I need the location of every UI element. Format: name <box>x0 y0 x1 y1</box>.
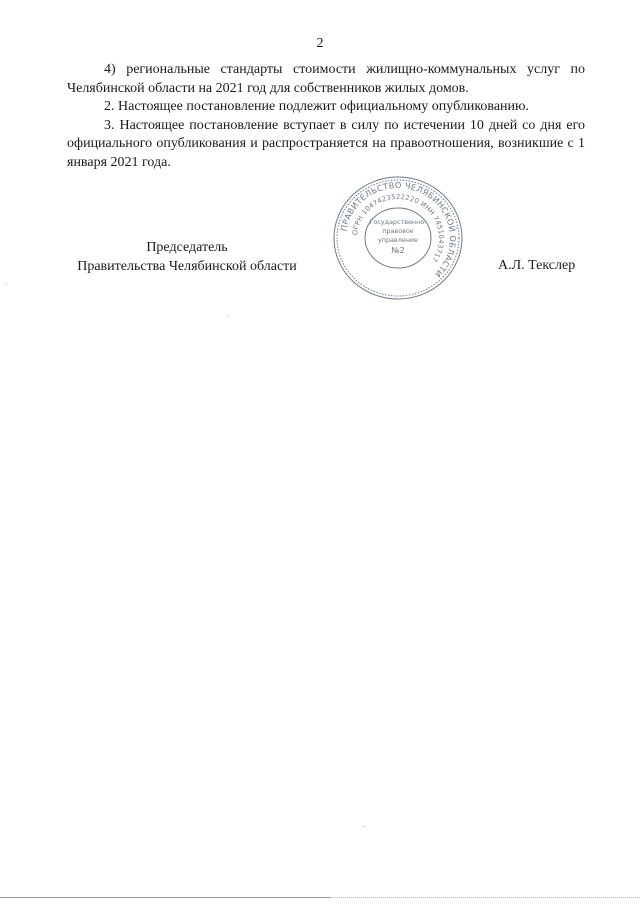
paragraph-item-4: 4) региональные стандарты стоимости жилищно-коммунальных услуг по Челябинской области на 2021 год для собственников жилых домов. <box>67 62 585 96</box>
page-number: 2 <box>316 36 324 51</box>
scan-speck <box>228 316 229 317</box>
seal-center-line3: управление <box>378 236 418 244</box>
signatory-name: А.Л. Текслер <box>498 258 576 273</box>
document-body <box>67 61 585 172</box>
seal-center-line4: №2 <box>391 246 405 255</box>
signatory-position-line2: Правительства Челябинской области <box>77 259 297 274</box>
footer-rule <box>0 897 330 898</box>
seal-center-line1: Государственно- <box>369 218 427 226</box>
seal-inner-text: ОГРН 1047423522220 ИНН 7451043717 <box>351 192 446 264</box>
seal-outer-text: ПРАВИТЕЛЬСТВО ЧЕЛЯБИНСКОЙ ОБЛАСТИ <box>338 179 459 280</box>
paragraph-3: 3. Настоящее постановление вступает в силу по истечении 10 дней со дня его официального опубликования и распространяется на правоотношения, возникшие с 1 января 2021 года. <box>67 117 585 170</box>
footer-rule-dotted <box>330 897 640 898</box>
scan-speck <box>6 284 7 285</box>
seal-center-line2: правовое <box>382 227 414 235</box>
scan-speck <box>364 826 365 827</box>
paragraph-2: 2. Настоящее постановление подлежит официальному опубликованию. <box>104 99 529 114</box>
official-seal <box>327 172 469 304</box>
signatory-position <box>67 238 307 276</box>
signatory-position-line1: Председатель <box>146 240 228 255</box>
